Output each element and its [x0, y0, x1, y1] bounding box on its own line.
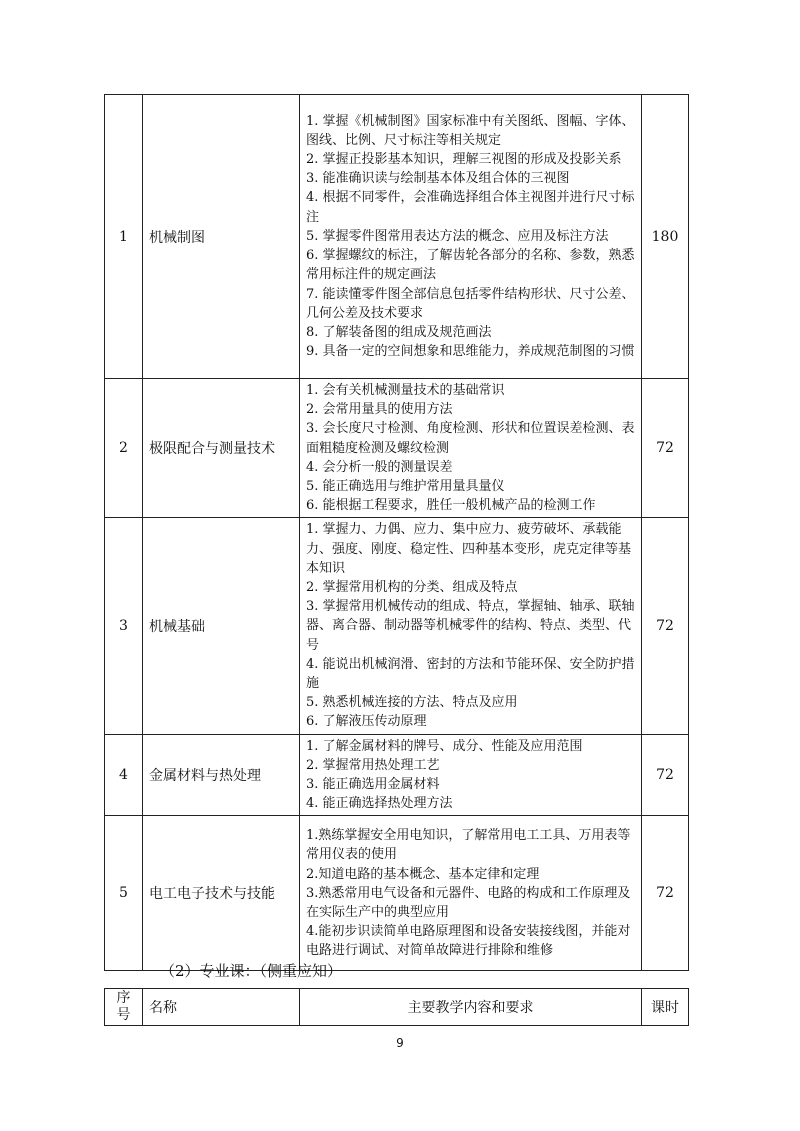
content-item: 3. 会长度尺寸检测、角度检测、形状和位置误差检测、表面粗糙度检测及螺纹检测: [306, 421, 635, 456]
content-item: 4.能初步识读简单电路原理图和设备安装接线图，并能对电路进行调试、对简单故障进行排除和维修: [306, 924, 631, 959]
header-num-text: 序号: [116, 990, 131, 1023]
course-hours: 180: [642, 95, 689, 379]
course-name: 机械基础: [143, 518, 300, 734]
course-name: 极限配合与测量技术: [143, 379, 300, 518]
course-name: 金属材料与热处理: [143, 734, 300, 816]
content-item: 2.知道电路的基本概念、基本定律和定理: [306, 866, 540, 882]
section-title: （2）专业课：（侧重应知）: [160, 962, 343, 980]
content-item: 5. 熟悉机械连接的方法、特点及应用: [306, 695, 518, 711]
content-item: 2. 掌握正投影基本知识，理解三视图的形成及投影关系: [306, 152, 622, 168]
header-hours: 课时: [642, 989, 689, 1026]
content-item: 4. 会分析一般的测量误差: [306, 459, 453, 475]
table-row: [105, 95, 689, 379]
content-item: 4. 能正确选择热处理方法: [306, 796, 453, 812]
header-num: [105, 989, 143, 1026]
content-item: 1.熟练掌握安全用电知识，了解常用电工工具、万用表等常用仪表的使用: [306, 828, 631, 863]
content-item: 4. 根据不同零件，会准确选择组合体主视图并进行尺寸标注: [306, 190, 635, 225]
content-item: 7. 能读懂零件图全部信息包括零件结构形状、尺寸公差、几何公差及技术要求: [306, 286, 635, 321]
page-number: 9: [396, 1036, 404, 1050]
row-number: 5: [105, 816, 143, 971]
course-table-body: [105, 95, 689, 971]
content-item: 3.熟悉常用电气设备和元器件、电路的构成和工作原理及在实际生产中的典型应用: [306, 885, 631, 921]
course-hours: 72: [642, 734, 689, 816]
course-content: [300, 95, 642, 379]
content-item: 5. 掌握零件图常用表达方法的概念、应用及标注方法: [306, 228, 609, 244]
content-item: 8. 了解装备图的组成及规范画法: [306, 324, 492, 340]
content-item: 9. 具备一定的空间想象和思维能力，养成规范制图的习惯: [306, 344, 635, 360]
header-row: [105, 989, 689, 1026]
content-item: 6. 了解液压传动原理: [306, 714, 427, 730]
content-item: 3. 能正确选用金属材料: [306, 777, 440, 793]
content-item: 6. 能根据工程要求，胜任一般机械产品的检测工作: [306, 498, 596, 514]
course-content: [300, 734, 642, 816]
table-row: [105, 518, 689, 734]
course-name: 电工电子技术与技能: [143, 816, 300, 971]
content-item: 2. 掌握常用热处理工艺: [306, 757, 440, 773]
course-content: [300, 379, 642, 518]
course-content: [300, 518, 642, 734]
header-name: 名称: [143, 989, 300, 1026]
course-hours: 72: [642, 518, 689, 734]
content-item: 1. 了解金属材料的牌号、成分、性能及应用范围: [306, 738, 583, 754]
content-item: 5. 能正确选用与维护常用量具量仪: [306, 479, 505, 495]
header-content: 主要教学内容和要求: [300, 989, 642, 1026]
row-number: 3: [105, 518, 143, 734]
content-item: 2. 会常用量具的使用方法: [306, 402, 453, 418]
content-item: 2. 掌握常用机构的分类、组成及特点: [306, 580, 518, 596]
content-item: 3. 掌握常用机械传动的组成、特点，掌握轴、轴承、联轴器、离合器、制动器等机械零件的结构、特点、类型、代号: [306, 599, 635, 653]
row-number: 1: [105, 95, 143, 379]
table-row: [105, 816, 689, 971]
content-item: 1. 掌握力、力偶、应力、集中应力、疲劳破坏、承载能力、强度、刚度、稳定性、四种基本变形，虎克定律等基本知识: [306, 522, 632, 576]
row-number: 2: [105, 379, 143, 518]
course-table: [104, 94, 689, 971]
course-name: 机械制图: [143, 95, 300, 379]
table-row: [105, 734, 689, 816]
specialized-course-table-header: [104, 988, 689, 1026]
content-item: 1. 掌握《机械制图》国家标准中有关图纸、图幅、字体、图线、比例、尺寸标注等相关规定: [306, 113, 635, 148]
content-item: 4. 能说出机械润滑、密封的方法和节能环保、安全防护措施: [306, 656, 635, 692]
content-item: 6. 掌握螺纹的标注，了解齿轮各部分的名称、参数，熟悉常用标注件的规定画法: [306, 248, 635, 283]
table-row: [105, 379, 689, 518]
content-item: 3. 能准确识读与绘制基本体及组合体的三视图: [306, 171, 570, 187]
content-item: 1. 会有关机械测量技术的基础常识: [306, 383, 505, 398]
course-hours: 72: [642, 379, 689, 518]
row-number: 4: [105, 734, 143, 816]
course-hours: 72: [642, 816, 689, 971]
course-content: [300, 816, 642, 971]
